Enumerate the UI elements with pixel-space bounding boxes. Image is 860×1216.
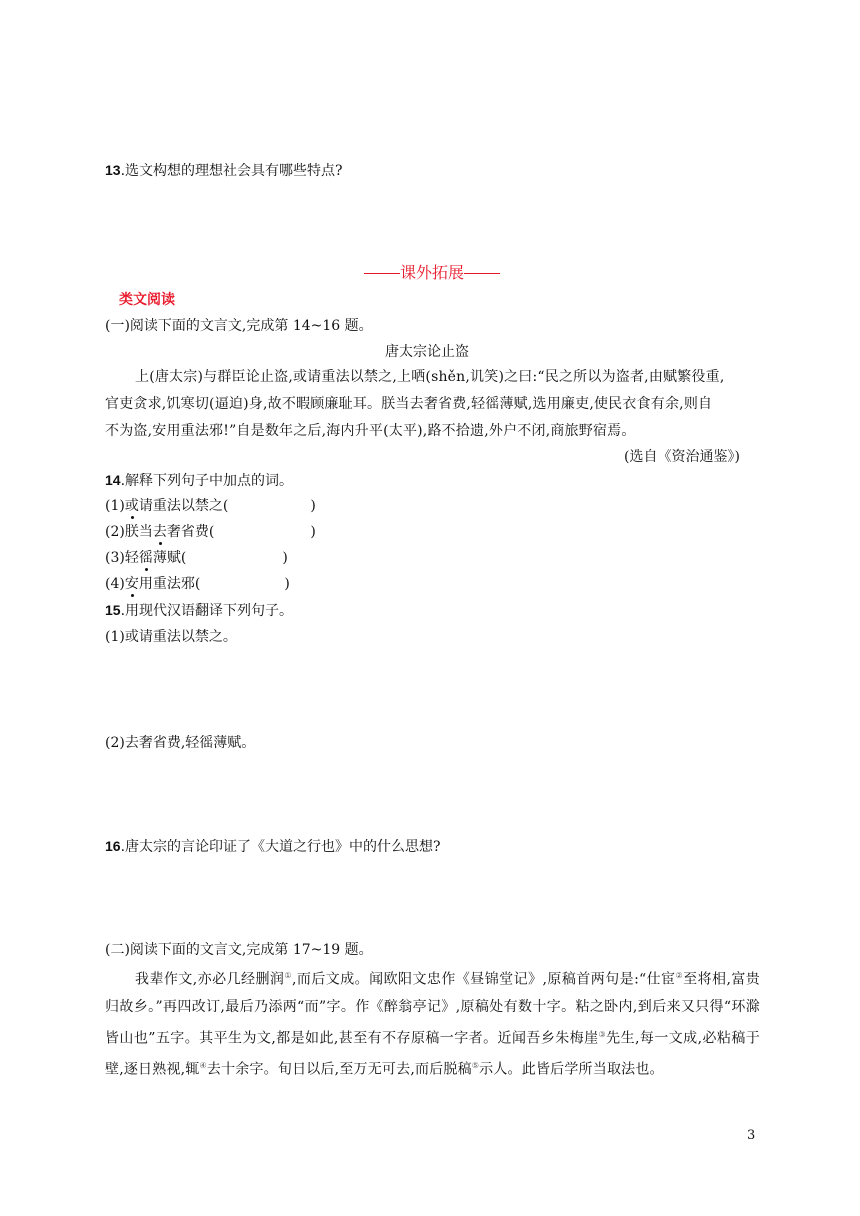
section-heading-text: 课外拓展 [399,263,464,282]
page-number: 3 [747,1128,756,1143]
passage-text: 去十余字。旬日以后,至万无可去,而后脱稿 [206,1061,472,1078]
item-text: 用重法邪( [138,576,201,592]
question-16 [105,836,441,857]
item-prefix: (2)朕当 [105,524,153,540]
item-prefix: (1) [105,498,125,514]
passage-2 [105,962,760,1084]
passage-text: 示人。此皆后学所当取法也。 [479,1061,664,1078]
question-text: .解释下列句子中加点的词。 [120,473,294,489]
dotted-word: 或 [124,498,139,514]
q15-item-1: (1)或请重法以禁之。 [105,629,237,645]
answer-area[interactable] [105,758,755,828]
passage-line: 上(唐太宗)与群臣论止盗,或请重法以禁之,上哂(shěn,讥笑)之曰:“民之所以为盗者,由赋繁役重, [135,369,725,385]
question-number: 16 [105,838,121,854]
question-number: 14 [105,472,121,488]
footnote-mark: ① [284,971,292,980]
dotted-word: 去 [152,524,167,540]
footnote-mark: ② [675,971,684,980]
part2-intro: (二)阅读下面的文言文,完成第 17~19 题。 [105,942,373,958]
item-text: 奢省费( [166,524,215,540]
q14-item-2 [105,522,316,542]
answer-area[interactable] [105,862,755,932]
item-prefix: (3)轻 [105,550,139,566]
passage-line: 不为盗,安用重法邪!”自是数年之后,海内升平(太平),路不拾遗,外户不闭,商旅野宿焉。 [105,423,636,439]
item-close: ) [282,550,288,566]
section-heading [358,262,506,284]
passage-title: 唐太宗论止盗 [385,344,469,360]
footnote-mark: ⑤ [471,1061,480,1071]
footnote-mark: ③ [598,1029,607,1039]
q14-item-3 [105,548,288,568]
heading-rule-left [364,273,400,274]
sub-heading-text: 类文阅读 [119,292,175,308]
q14-item-4 [105,574,290,594]
question-15 [105,600,293,621]
question-text: .用现代汉语翻译下列句子。 [120,603,294,619]
sub-heading [119,290,175,310]
item-close: ) [310,498,316,514]
answer-area[interactable] [105,652,755,722]
passage-source: (选自《资治通鉴》) [624,449,740,465]
passage-text: 我辈作文,亦必几经删润 [135,971,285,988]
question-number: 15 [105,602,121,618]
dotted-word: 安 [124,576,139,592]
question-13 [105,160,343,181]
passage-text: ,而后文成。闻欧阳文忠作《昼锦堂记》,原稿首两句是:“仕宦 [292,971,676,988]
question-text: .唐太宗的言论印证了《大道之行也》中的什么思想? [120,839,441,855]
item-text: 薄赋( [152,550,187,566]
item-prefix: (4) [105,576,125,592]
footnote-mark: ④ [199,1061,207,1071]
passage-line: 官吏贪求,饥寒切(逼迫)身,故不暇顾廉耻耳。朕当去奢省费,轻徭薄赋,选用廉吏,使民衣食有余,则自 [105,396,713,412]
question-text: .选文构想的理想社会具有哪些特点? [120,163,343,179]
q15-item-2: (2)去奢省费,轻徭薄赋。 [105,735,256,751]
dotted-word: 徭 [138,550,153,566]
q14-item-1 [105,496,316,516]
passage-text: 先生,每一文成,必粘稿于壁,逐日熟视,辄 [105,1030,760,1078]
item-text: 请重法以禁之( [138,498,229,514]
heading-rule-right [464,273,500,274]
question-number: 13 [105,162,121,178]
item-close: ) [284,576,290,592]
passage-text: 至将相,富贵归故乡。”再四改订,最后乃添两“而”字。作《醉翁亭记》,原稿处有数十字。粘之卧内,到后来又只得“环滁皆山也”五字。其平生为文,都是如此,甚至有不存原稿一字者。近闻吾乡朱梅崖 [105,971,761,1047]
question-14 [105,470,293,491]
passage-1 [105,364,755,445]
part1-intro: (一)阅读下面的文言文,完成第 14~16 题。 [105,318,373,334]
item-close: ) [310,524,316,540]
